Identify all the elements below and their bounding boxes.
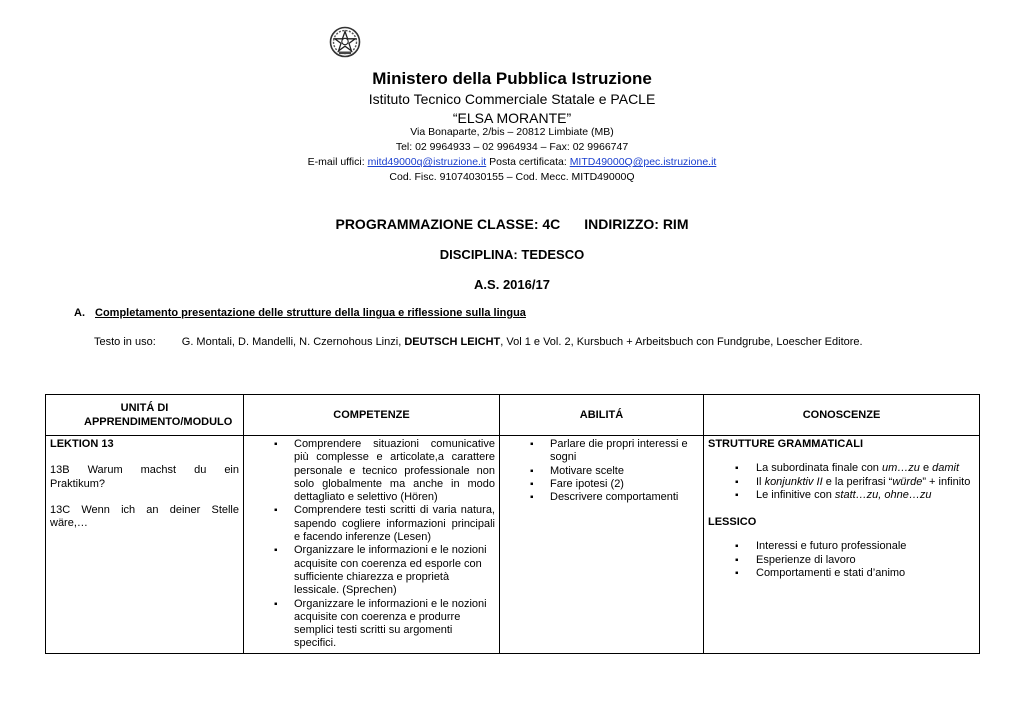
lektion-13c: 13C Wenn ich an deiner Stelle wäre,… <box>50 503 239 530</box>
grammatica-title: STRUTTURE GRAMMATICALI <box>708 438 863 450</box>
grammatica-item <box>708 489 975 502</box>
lessico-list <box>708 540 975 580</box>
email-link[interactable]: mitd49000q@istruzione.it <box>367 156 487 168</box>
grammatica-item <box>708 476 975 489</box>
school-name: “ELSA MORANTE” <box>452 110 572 126</box>
grammatica-em: konjunktiv II <box>764 475 823 488</box>
pec-link[interactable]: MITD49000Q@pec.istruzione.it <box>569 156 717 168</box>
abilita-cell <box>500 436 704 654</box>
header-conoscenze: CONOSCENZE <box>704 395 980 436</box>
school-codes: Cod. Fisc. 91074030155 – Cod. Mecc. MITD49000Q <box>389 171 635 183</box>
grammatica-em: damit <box>932 462 960 475</box>
grammatica-list <box>708 462 975 502</box>
ministry-title: Ministero della Pubblica Istruzione <box>372 69 652 88</box>
header-competenze: COMPETENZE <box>244 395 500 436</box>
grammatica-em: würde <box>892 475 923 488</box>
conoscenze-cell <box>704 436 980 654</box>
anno-scolastico: A.S. 2016/17 <box>474 277 550 292</box>
competenze-item: ▪ Comprendere situazioni comunicative più complesse e articolate,a carattere personale e tecnico professionale non solo globalmente ma anche in modo dettagliato e selettivo (Hören) <box>248 438 495 504</box>
header-abilita: ABILITÁ <box>500 395 704 436</box>
competenze-item: ▪ Comprendere testi scritti di varia natura, sapendo cogliere informazioni principali e facendo inferenze (Lesen) <box>248 504 495 544</box>
email-label: E-mail uffici: <box>307 156 365 168</box>
programmazione-table <box>45 394 980 654</box>
school-type: Istituto Tecnico Commerciale Statale e PACLE <box>368 91 656 107</box>
grammatica-text: ” + infinito <box>922 475 971 488</box>
abilita-item: ▪ Descrivere comportamenti <box>504 491 699 504</box>
abilita-item: ▪ Motivare scelte <box>504 465 699 478</box>
lessico-item: ▪ Esperienze di lavoro <box>708 554 975 567</box>
school-address: Via Bonaparte, 2/bis – 20812 Limbiate (MB) <box>410 126 614 138</box>
table-row <box>46 436 980 654</box>
lessico-item: ▪ Interessi e futuro professionale <box>708 540 975 553</box>
programmazione-title <box>0 216 1024 232</box>
lessico-item: ▪ Comportamenti e stati d’animo <box>708 567 975 580</box>
abilita-item: ▪ Fare ipotesi (2) <box>504 478 699 491</box>
section-a-title: Completamento presentazione delle strutture della lingua e riflessione sulla lingua <box>95 307 526 319</box>
grammatica-text: Le infinitive con <box>756 488 835 501</box>
header-unita: UNITÁ DI APPRENDIMENTO/MODULO <box>46 395 244 436</box>
competenze-item: ▪ Organizzare le informazioni e le nozioni acquisite con coerenza ed esporle con sufficiente chiarezza e proprietà lessicale. (Sprechen) <box>248 544 495 597</box>
competenze-list <box>248 438 495 651</box>
grammatica-em: um…zu <box>881 462 920 475</box>
grammatica-item <box>708 462 975 475</box>
lessico-title: LESSICO <box>708 516 757 529</box>
section-a-label: A. <box>74 307 85 319</box>
school-contacts <box>0 156 1024 168</box>
abilita-list <box>504 438 699 504</box>
testo-label: Testo in uso: <box>94 336 156 348</box>
grammatica-text: La subordinata finale con <box>756 462 882 475</box>
pec-label: Posta certificata: <box>489 156 567 168</box>
school-phone: Tel: 02 9964933 – 02 9964934 – Fax: 02 9966747 <box>395 141 629 153</box>
lektion-title: LEKTION 13 <box>50 438 114 450</box>
republic-emblem-icon <box>329 26 361 58</box>
lektion-13b: 13B Warum machst du ein Praktikum? <box>50 464 239 490</box>
disciplina-title: DISCIPLINA: TEDESCO <box>439 247 585 262</box>
programmazione-classe: PROGRAMMAZIONE CLASSE: 4C <box>335 216 561 232</box>
grammatica-text: Il <box>756 475 765 488</box>
testo-authors: G. Montali, D. Mandelli, N. Czernohous Linzi, <box>181 336 402 348</box>
grammatica-text: e la perifrasi “ <box>822 475 893 488</box>
unita-cell <box>46 436 244 654</box>
testo-book: DEUTSCH LEICHT <box>404 336 501 348</box>
table-header-row <box>46 395 980 436</box>
competenze-item: ▪ Organizzare le informazioni e le nozioni acquisite con coerenza e produrre semplici testi scritti su argomenti specifici. <box>248 598 495 651</box>
abilita-item: ▪ Parlare die propri interessi e sogni <box>504 438 699 465</box>
section-a-heading <box>74 307 526 319</box>
competenze-cell <box>244 436 500 654</box>
programmazione-indirizzo: INDIRIZZO: RIM <box>584 216 689 232</box>
grammatica-text: e <box>919 462 933 475</box>
grammatica-em: statt…zu, ohne…zu <box>834 488 932 501</box>
testo-rest: , Vol 1 e Vol. 2, Kursbuch + Arbeitsbuch con Fundgrube, Loescher Editore. <box>500 336 863 348</box>
testo-in-uso <box>94 336 863 348</box>
